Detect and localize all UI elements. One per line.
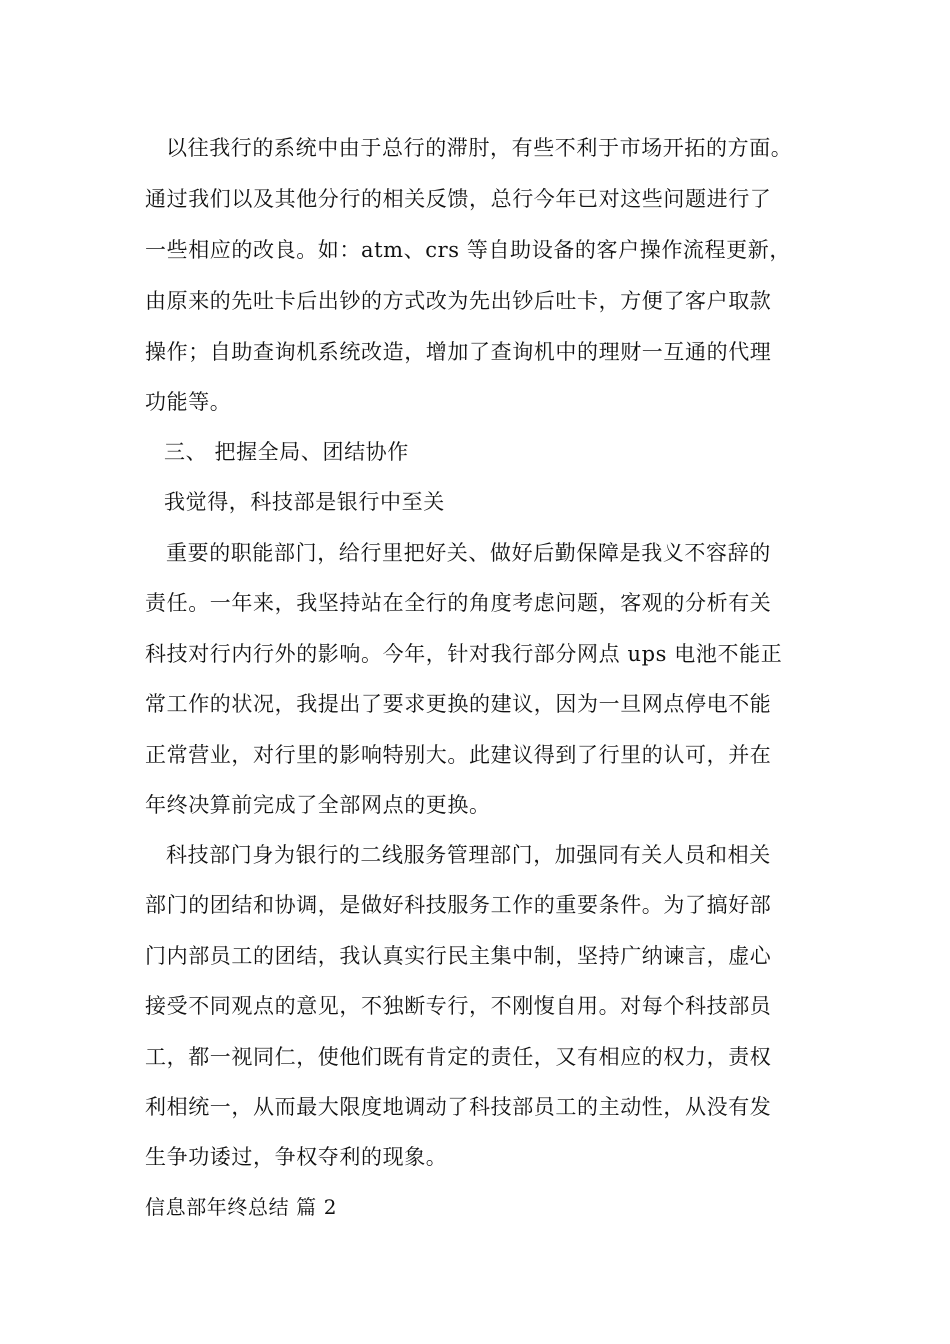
paragraph-line: 一些相应的改良。如：atm、crs 等自助设备的客户操作流程更新，: [145, 238, 791, 262]
paragraph-line: 接受不同观点的意见，不独断专行，不刚愎自用。对每个科技部员: [145, 994, 772, 1018]
paragraph-line: 生争功诿过，争权夺利的现象。: [145, 1145, 448, 1169]
paragraph-line: 以往我行的系统中由于总行的滞肘，有些不利于市场开拓的方面。: [166, 136, 793, 160]
paragraph-line: 责任。一年来，我坚持站在全行的角度考虑问题，客观的分析有关: [145, 591, 772, 615]
section-heading: 三、 把握全局、团结协作: [164, 440, 409, 464]
paragraph-line: 年终决算前完成了全部网点的更换。: [145, 793, 491, 817]
paragraph-line: 我觉得，科技部是银行中至关: [164, 490, 445, 514]
paragraph-line: 操作；自助查询机系统改造，增加了查询机中的理财一互通的代理: [145, 340, 772, 364]
paragraph-line: 通过我们以及其他分行的相关反馈，总行今年已对这些问题进行了: [145, 187, 772, 211]
paragraph-line: 科技部门身为银行的二线服务管理部门，加强同有关人员和相关: [166, 843, 771, 867]
paragraph-line: 门内部员工的团结，我认真实行民主集中制，坚持广纳谏言，虚心: [145, 944, 772, 968]
paragraph-line: 由原来的先吐卡后出钞的方式改为先出钞后吐卡，方便了客户取款: [145, 289, 772, 313]
paragraph-line: 工，都一视同仁，使他们既有肯定的责任，又有相应的权力，责权: [145, 1045, 772, 1069]
paragraph-line: 利相统一，从而最大限度地调动了科技部员工的主动性，从没有发: [145, 1095, 772, 1119]
paragraph-line: 常工作的状况，我提出了要求更换的建议，因为一旦网点停电不能: [145, 692, 772, 716]
paragraph-line: 部门的团结和协调，是做好科技服务工作的重要条件。为了搞好部: [145, 893, 772, 917]
document-subtitle: 信息部年终总结 篇 2: [145, 1195, 338, 1219]
paragraph-line: 功能等。: [145, 390, 232, 414]
paragraph-line: 正常营业，对行里的影响特别大。此建议得到了行里的认可，并在: [145, 743, 772, 767]
paragraph-line: 科技对行内行外的影响。今年，针对我行部分网点 ups 电池不能正: [145, 642, 783, 666]
paragraph-line: 重要的职能部门，给行里把好关、做好后勤保障是我义不容辞的: [166, 541, 771, 565]
